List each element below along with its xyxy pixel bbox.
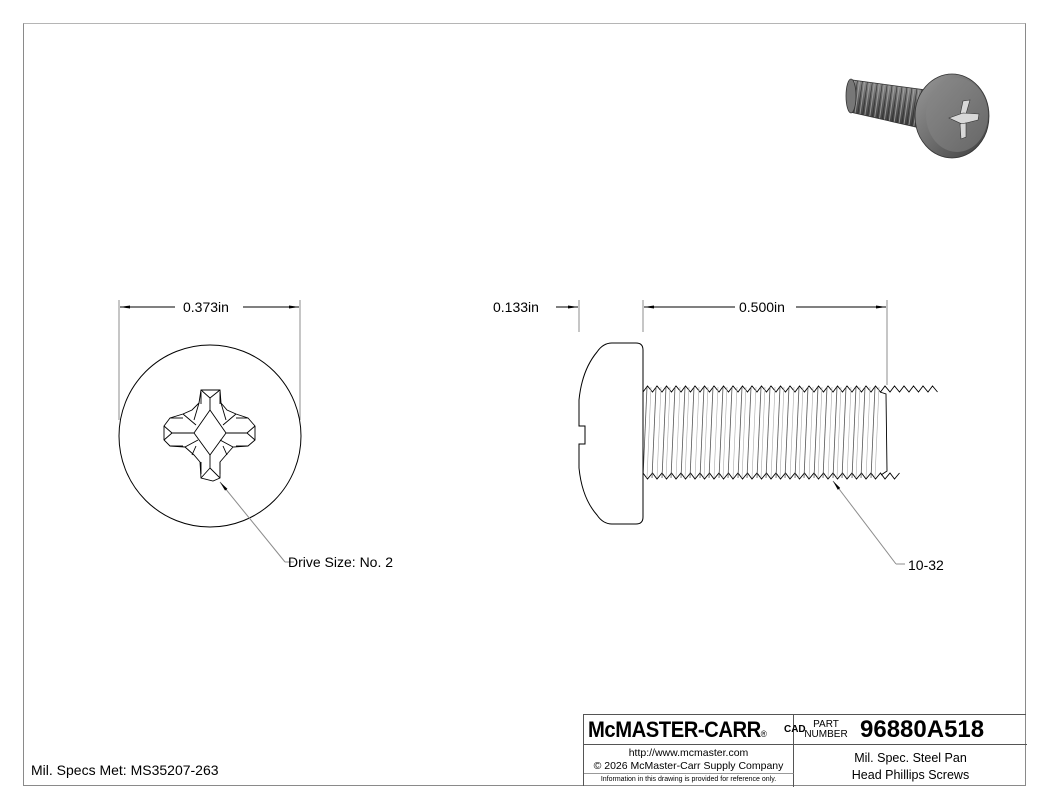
phillips-recess-icon (164, 390, 255, 481)
website-link[interactable]: http://www.mcmaster.com (628, 747, 749, 759)
part-number-label: PART NUMBER (804, 718, 848, 740)
disclaimer-text: Information in this drawing is provided for reference only. (584, 774, 794, 787)
diameter-dimension: 0.373in (180, 299, 232, 315)
brand-name: McMASTER-CARR® (588, 716, 767, 742)
cad-icon: CAD (783, 724, 806, 735)
side-view (556, 300, 938, 564)
brand-logo (584, 715, 806, 745)
top-view (119, 300, 301, 562)
isometric-screw-render (846, 74, 989, 158)
part-number-value: 96880A518 (860, 715, 985, 743)
length-dimension: 0.500in (736, 299, 788, 315)
company-info (584, 745, 794, 774)
part-number-cell (794, 715, 1027, 745)
thread-callout: 10-32 (908, 557, 944, 573)
mil-specs-note: Mil. Specs Met: MS35207-263 (31, 762, 219, 778)
title-block (583, 714, 1026, 786)
copyright-text: © 2026 McMaster-Carr Supply Company (593, 760, 784, 772)
head-height-dimension: 0.133in (490, 299, 542, 315)
drive-size-callout: Drive Size: No. 2 (288, 554, 394, 570)
part-description: Mil. Spec. Steel Pan Head Phillips Screws (851, 751, 970, 782)
thread-body (643, 386, 938, 479)
